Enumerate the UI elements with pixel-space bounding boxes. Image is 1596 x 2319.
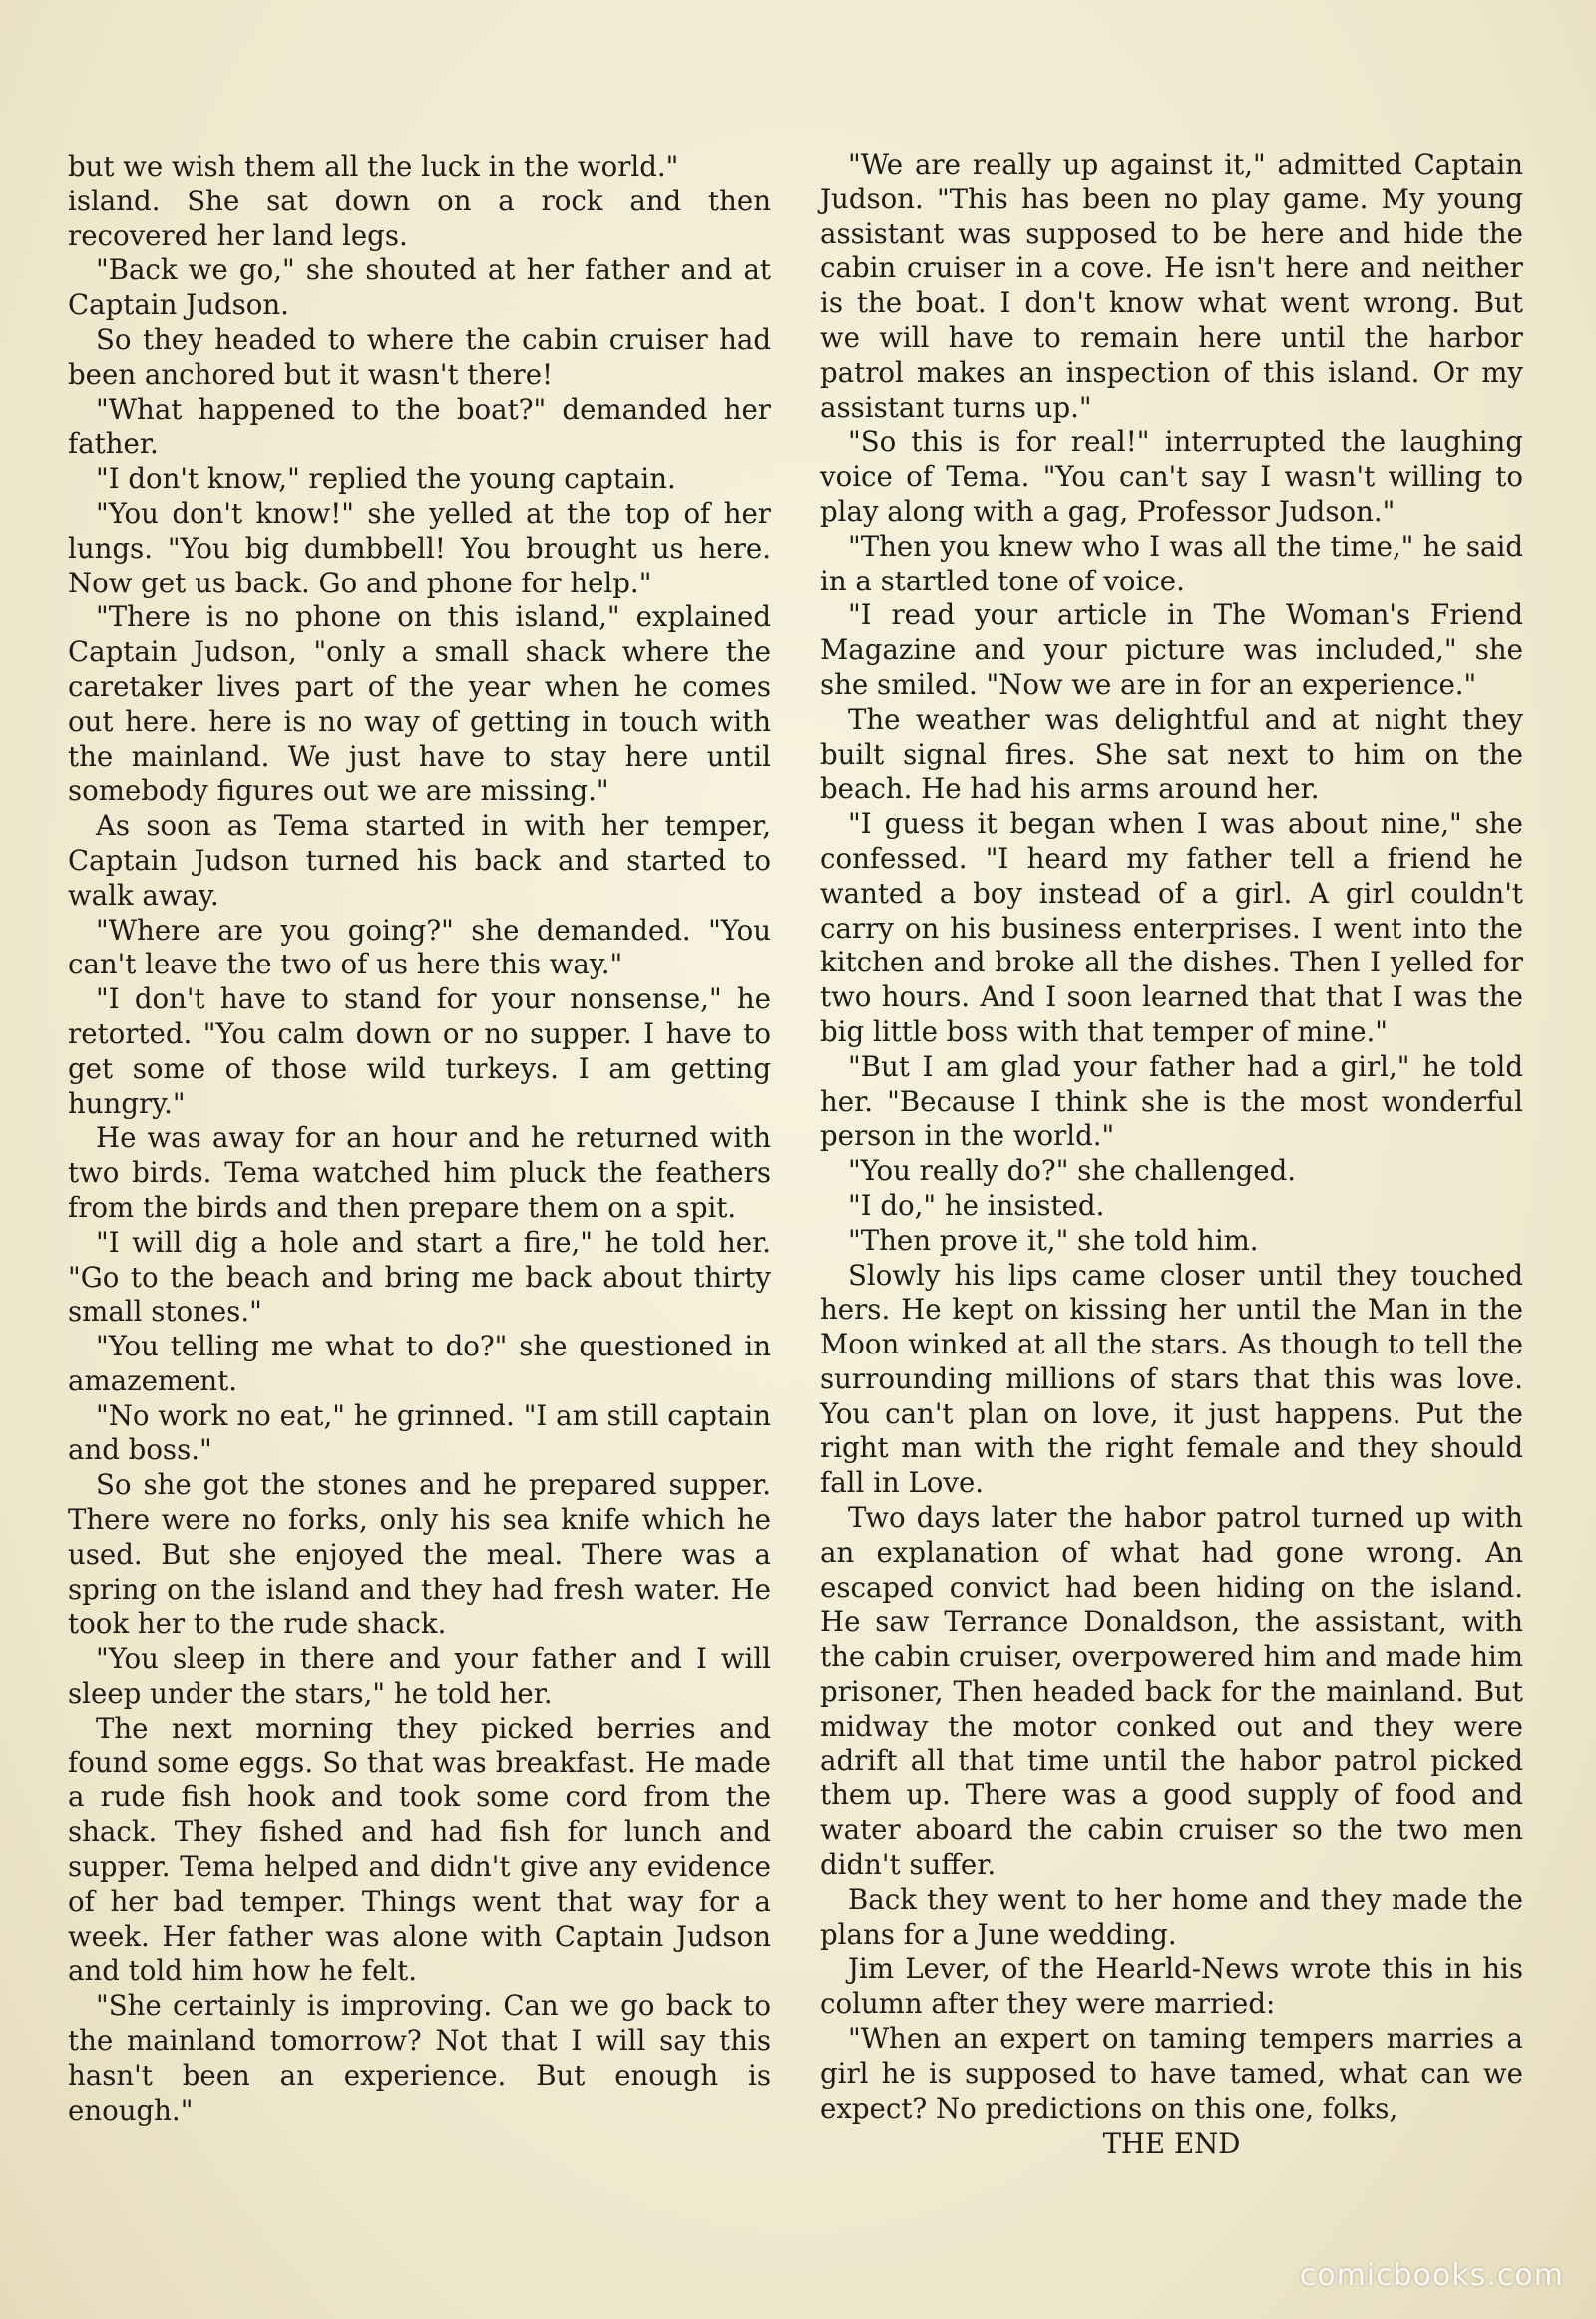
- paragraph: Jim Lever, of the Hearld-News wrote this in his column after they were married:: [820, 1952, 1523, 2021]
- paragraph: Slowly his lips came closer until they touched hers. He kept on kissing her until the Man in the Moon winked at all the stars. As though to tell the surrounding millions of stars that this was love. You can't plan on love, it just happens. Put the right man with the right female and they should fall in Love.: [820, 1258, 1523, 1500]
- paragraph: but we wish them all the luck in the world.": [68, 150, 679, 183]
- paragraph: "I don't know," replied the young captain.: [96, 462, 676, 496]
- paragraph: "You telling me what to do?" she questioned in amazement.: [68, 1330, 771, 1397]
- paragraph: "But I am glad your father had a girl," he told her. "Because I think she is the most wonderful person in the world.": [820, 1049, 1523, 1153]
- paragraph: "When an expert on taming tempers marries a girl he is supposed to have tamed, what can we expect? No predictions on this one, folks,: [820, 2022, 1523, 2125]
- paragraph: "Where are you going?" she demanded. "You can't leave the two of us here this way.": [68, 913, 771, 981]
- paragraph: "You sleep in there and your father and I will sleep under the stars," he told her.: [68, 1642, 771, 1711]
- left-text-column: [68, 150, 771, 2127]
- paragraph: "I guess it began when I was about nine," she confessed. "I heard my father tell a friend he wanted a boy instead of a girl. A girl couldn't carry on his business enterprises. I went into the kitchen and broke all the dishes. Then I yelled for two hours. And I soon learned that that I was the big little boss with that temper of mine.": [820, 807, 1523, 1048]
- paragraph: island. She sat down on a rock and then recovered her land legs.: [68, 184, 771, 252]
- paragraph: "I will dig a hole and start a fire," he told her. "Go to the beach and bring me back about thirty small stones.": [68, 1225, 771, 1329]
- paragraph: So they headed to where the cabin cruiser had been anchored but it wasn't there!: [68, 322, 771, 391]
- paragraph: He was away for an hour and he returned with two birds. Tema watched him pluck the feathers from the birds and then prepare them on a spit.: [68, 1121, 771, 1224]
- paragraph: "I do," he insisted.: [848, 1188, 1105, 1222]
- paragraph: As soon as Tema started in with her temper, Captain Judson turned his back and started to walk away.: [68, 809, 771, 912]
- paragraph: "Back we go," she shouted at her father and at Captain Judson.: [68, 253, 771, 322]
- paragraph: "No work no eat," he grinned. "I am still captain and boss.": [68, 1398, 771, 1467]
- paragraph: "I read your article in The Woman's Friend Magazine and your picture was included," she she smiled. "Now we are in for an experience.": [820, 598, 1523, 701]
- right-text-column: [820, 148, 1523, 2162]
- paragraph: So she got the stones and he prepared supper. There were no forks, only his sea knife which he used. But she enjoyed the meal. There was a spring on the island and they had fresh water. He took her to the rude shack.: [68, 1468, 771, 1641]
- the-end-label: THE END: [1102, 2127, 1241, 2161]
- paragraph: "What happened to the boat?" demanded her father.: [68, 392, 771, 461]
- paragraph: Two days later the habor patrol turned up with an explanation of what had gone wrong. An escaped convict had been hiding on the island. He saw Terrance Donaldson, the assistant, with the cabin cruiser, overpowered him and made him prisoner, Then headed back for the mainland. But midway the motor conked out and they were adrift all that time until the habor patrol picked them up. There was a good supply of food and water aboard the cabin cruiser so the two men didn't suffer.: [820, 1501, 1523, 1882]
- paragraph: "You really do?" she challenged.: [848, 1154, 1297, 1188]
- paragraph: "Then you knew who I was all the time," he said in a startled tone of voice.: [820, 529, 1523, 597]
- paragraph: "You don't know!" she yelled at the top of her lungs. "You big dumbbell! You brought us here. Now get us back. Go and phone for help.": [68, 496, 771, 599]
- paragraph: Back they went to her home and they made the plans for a June wedding.: [820, 1882, 1523, 1951]
- paragraph: "So this is for real!" interrupted the laughing voice of Tema. "You can't say I wasn't willing to play along with a gag, Professor Judson.": [820, 425, 1523, 528]
- paragraph: "I don't have to stand for your nonsense," he retorted. "You calm down or no supper. I have to get some of those wild turkeys. I am getting hungry.": [68, 982, 771, 1120]
- paragraph: "We are really up against it," admitted Captain Judson. "This has been no play game. My young assistant was supposed to be here and hide the cabin cruiser in a cove. He isn't here and neither is the boat. I don't know what went wrong. But we will have to remain here until the harbor patrol makes an inspection of this island. Or my assistant turns up.": [820, 148, 1523, 424]
- paragraph: The next morning they picked berries and found some eggs. So that was breakfast. He made a rude fish hook and took some cord from the shack. They fished and had fish for lunch and supper. Tema helped and didn't give any evidence of her bad temper. Things went that way for a week. Her father was alone with Captain Judson and told him how he felt.: [68, 1711, 771, 1988]
- paragraph: The weather was delightful and at night they built signal fires. She sat next to him on the beach. He had his arms around her.: [820, 702, 1523, 806]
- paragraph: "Then prove it," she told him.: [848, 1223, 1259, 1257]
- paragraph: "She certainly is improving. Can we go back to the mainland tomorrow? Not that I will say this hasn't been an experience. But enough is enough.": [68, 1989, 771, 2126]
- paragraph: "There is no phone on this island," explained Captain Judson, "only a small shack where the caretaker lives part of the year when he comes out here. here is no way of getting in touch with the mainland. We just have to stay here until somebody figures out we are missing.": [68, 600, 771, 808]
- watermark: comicbooks.com: [1299, 2258, 1564, 2293]
